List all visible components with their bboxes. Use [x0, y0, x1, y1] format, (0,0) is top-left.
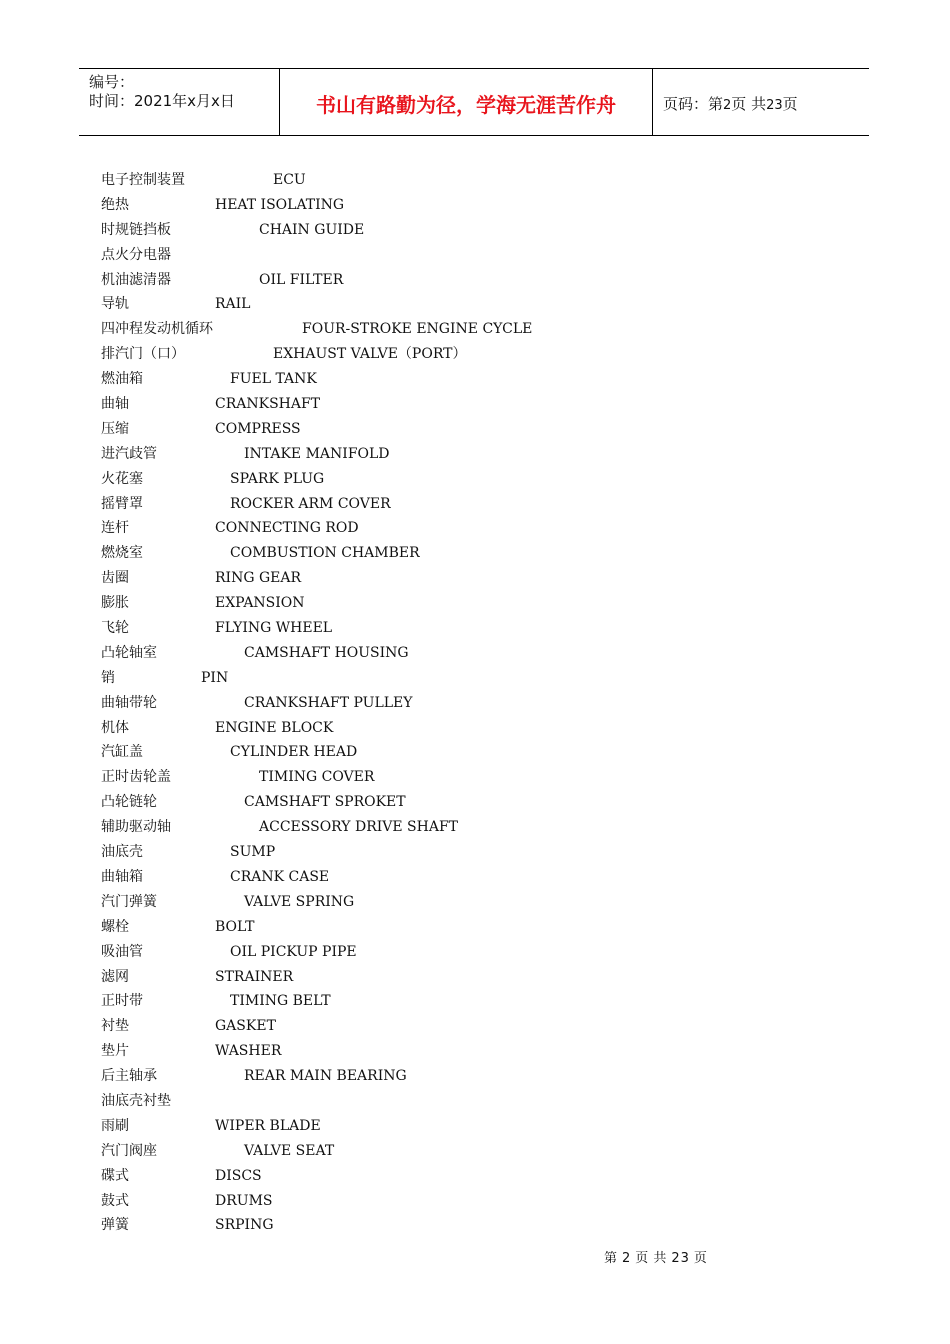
chinese-term: 膨胀	[101, 595, 129, 612]
english-term: ENGINE BLOCK	[215, 719, 334, 736]
english-term: STRAINER	[215, 968, 294, 985]
glossary-entry	[101, 765, 801, 790]
english-term: OIL PICKUP PIPE	[230, 943, 357, 960]
chinese-term: 汽缸盖	[101, 744, 143, 761]
chinese-term: 汽门弹簧	[101, 893, 157, 910]
glossary-entry	[101, 989, 801, 1014]
english-term: OIL FILTER	[259, 271, 344, 288]
english-term: DISCS	[215, 1167, 262, 1184]
glossary-entry	[101, 591, 801, 616]
chinese-term: 螺栓	[101, 918, 129, 935]
chinese-term: 辅助驱动轴	[101, 819, 171, 836]
chinese-term: 连杆	[101, 520, 129, 537]
chinese-term: 曲轴箱	[101, 868, 143, 885]
glossary-entry	[101, 342, 801, 367]
english-term: PIN	[201, 669, 229, 686]
chinese-term: 后主轴承	[101, 1068, 157, 1085]
glossary-entry	[101, 1064, 801, 1089]
english-term: FUEL TANK	[230, 371, 317, 388]
chinese-term: 凸轮轴室	[101, 644, 157, 661]
footer-di: 第	[604, 1251, 619, 1266]
english-term: WASHER	[215, 1043, 282, 1060]
chinese-term: 飞轮	[101, 620, 129, 637]
glossary-list	[101, 168, 801, 1238]
english-term: VALVE SEAT	[244, 1142, 335, 1159]
page-middle: 页 共	[731, 95, 767, 113]
chinese-term: 汽门阀座	[101, 1142, 157, 1159]
page-suffix: 页	[782, 95, 798, 113]
glossary-entry	[101, 218, 801, 243]
glossary-entry	[101, 292, 801, 317]
english-term: COMPRESS	[215, 420, 301, 437]
header-page-cell	[653, 69, 869, 135]
page-total: 23	[766, 98, 783, 113]
english-term: WIPER BLADE	[215, 1117, 321, 1134]
chinese-term: 鼓式	[101, 1192, 129, 1209]
english-term: TIMING COVER	[259, 769, 375, 786]
chinese-term: 排汽门（口）	[101, 346, 185, 363]
english-term: CHAIN GUIDE	[259, 221, 365, 238]
glossary-entry	[101, 915, 801, 940]
chinese-term: 电子控制装置	[101, 172, 185, 188]
glossary-entry	[101, 1014, 801, 1039]
glossary-entry	[101, 268, 801, 293]
glossary-entry	[101, 815, 801, 840]
glossary-entry	[101, 1089, 801, 1114]
chinese-term: 压缩	[101, 420, 129, 437]
english-term: EXHAUST VALVE（PORT）	[273, 346, 467, 363]
english-term: CRANKSHAFT PULLEY	[244, 694, 413, 711]
chinese-term: 油底壳衬垫	[101, 1092, 171, 1109]
english-term: EXPANSION	[215, 595, 305, 612]
english-term: CYLINDER HEAD	[230, 744, 358, 761]
chinese-term: 燃烧室	[101, 545, 143, 562]
chinese-term: 曲轴带轮	[101, 694, 157, 711]
chinese-term: 吸油管	[101, 943, 143, 960]
glossary-entry	[101, 1139, 801, 1164]
glossary-entry	[101, 740, 801, 765]
english-term: ROCKER ARM COVER	[230, 495, 391, 512]
footer-total-pages: 23	[671, 1251, 690, 1266]
glossary-entry	[101, 1114, 801, 1139]
glossary-entry	[101, 1213, 801, 1238]
glossary-entry	[101, 442, 801, 467]
chinese-term: 机体	[101, 719, 129, 736]
serial-number-label: 编号：	[89, 73, 135, 91]
glossary-entry	[101, 168, 801, 193]
english-term: CAMSHAFT HOUSING	[244, 644, 409, 661]
glossary-entry	[101, 641, 801, 666]
english-term: FOUR-STROKE ENGINE CYCLE	[302, 321, 533, 338]
glossary-entry	[101, 392, 801, 417]
chinese-term: 曲轴	[101, 396, 129, 413]
english-term: CAMSHAFT SPROKET	[244, 794, 406, 811]
english-term: SPARK PLUG	[230, 470, 325, 487]
glossary-entry	[101, 467, 801, 492]
english-term: RING GEAR	[215, 570, 302, 587]
chinese-term: 四冲程发动机循环	[101, 321, 213, 338]
chinese-term: 垫片	[101, 1043, 129, 1060]
chinese-term: 正时带	[101, 993, 143, 1010]
glossary-entry	[101, 367, 801, 392]
header-page-info	[663, 93, 798, 114]
motto-text: 书山有路勤为径，学海无涯苦作舟	[316, 93, 616, 117]
english-term: CRANKSHAFT	[215, 396, 321, 413]
english-term: HEAT ISOLATING	[215, 196, 345, 213]
chinese-term: 弹簧	[101, 1217, 129, 1234]
english-term: VALVE SPRING	[244, 893, 355, 910]
glossary-entry	[101, 243, 801, 268]
chinese-term: 进汽歧管	[101, 445, 157, 462]
glossary-entry	[101, 541, 801, 566]
header-motto-cell	[280, 69, 653, 135]
glossary-entry	[101, 492, 801, 517]
footer-ye-end: 页	[693, 1251, 708, 1266]
english-term: ACCESSORY DRIVE SHAFT	[259, 819, 459, 836]
chinese-term: 机油滤清器	[101, 271, 171, 288]
glossary-entry	[101, 666, 801, 691]
glossary-entry	[101, 417, 801, 442]
english-term: REAR MAIN BEARING	[244, 1068, 407, 1085]
chinese-term: 摇臂罩	[101, 495, 143, 512]
chinese-term: 衬垫	[101, 1018, 129, 1035]
english-term: ECU	[273, 172, 306, 188]
english-term: BOLT	[215, 918, 255, 935]
english-term: TIMING BELT	[230, 993, 331, 1010]
chinese-term: 凸轮链轮	[101, 794, 157, 811]
footer-gong: 共	[653, 1251, 668, 1266]
footer-current-page: 2	[622, 1251, 632, 1266]
english-term: GASKET	[215, 1018, 276, 1035]
chinese-term: 齿圈	[101, 570, 129, 587]
chinese-term: 燃油箱	[101, 371, 143, 388]
chinese-term: 正时齿轮盖	[101, 769, 171, 786]
page-current: 2	[723, 98, 732, 113]
chinese-term: 销	[101, 669, 115, 686]
glossary-entry	[101, 790, 801, 815]
date-label: 时间：2021年x月x日	[89, 92, 235, 110]
glossary-entry	[101, 716, 801, 741]
chinese-term: 油底壳	[101, 844, 143, 861]
english-term: RAIL	[215, 296, 251, 313]
glossary-entry	[101, 516, 801, 541]
glossary-entry	[101, 940, 801, 965]
chinese-term: 点火分电器	[101, 246, 171, 263]
english-term: CRANK CASE	[230, 868, 330, 885]
header-meta-cell	[79, 69, 280, 135]
chinese-term: 火花塞	[101, 470, 143, 487]
page-prefix: 页码：第	[663, 95, 724, 113]
glossary-entry	[101, 691, 801, 716]
chinese-term: 导轨	[101, 296, 129, 313]
footer-ye: 页	[635, 1251, 650, 1266]
english-term: DRUMS	[215, 1192, 273, 1209]
chinese-term: 碟式	[101, 1167, 129, 1184]
page-footer	[604, 1247, 712, 1266]
chinese-term: 时规链挡板	[101, 221, 171, 238]
chinese-term: 雨刷	[101, 1117, 129, 1134]
glossary-entry	[101, 890, 801, 915]
chinese-term: 滤网	[101, 968, 129, 985]
glossary-entry	[101, 317, 801, 342]
glossary-entry	[101, 1039, 801, 1064]
glossary-entry	[101, 193, 801, 218]
glossary-entry	[101, 566, 801, 591]
glossary-entry	[101, 840, 801, 865]
page-header	[79, 68, 869, 136]
english-term: SUMP	[230, 844, 276, 861]
english-term: SRPING	[215, 1217, 274, 1234]
english-term: INTAKE MANIFOLD	[244, 445, 390, 462]
english-term: CONNECTING ROD	[215, 520, 359, 537]
glossary-entry	[101, 1189, 801, 1214]
glossary-entry	[101, 865, 801, 890]
glossary-entry	[101, 965, 801, 990]
glossary-entry	[101, 1164, 801, 1189]
glossary-entry	[101, 616, 801, 641]
chinese-term: 绝热	[101, 196, 129, 213]
english-term: COMBUSTION CHAMBER	[230, 545, 420, 562]
english-term: FLYING WHEEL	[215, 620, 333, 637]
